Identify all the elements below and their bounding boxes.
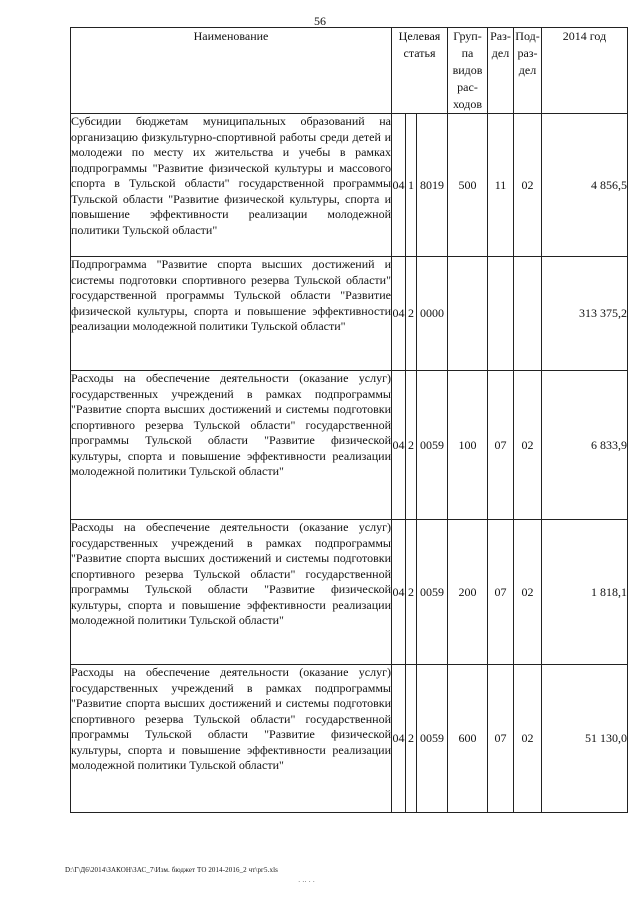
- row-subsection: 02: [514, 114, 542, 257]
- row-subsection: 02: [514, 520, 542, 665]
- row-group: 600: [448, 665, 488, 813]
- row-amount: 51 130,0: [542, 665, 628, 813]
- row-ts1: 04: [392, 520, 406, 665]
- row-ts3: 0059: [417, 371, 448, 520]
- row-section: 07: [488, 665, 514, 813]
- header-target-article: Целевая статья: [392, 28, 448, 114]
- row-ts3: 0059: [417, 520, 448, 665]
- row-ts1: 04: [392, 665, 406, 813]
- table-row: [71, 520, 628, 665]
- table-header-row: [71, 28, 628, 114]
- row-group: [448, 257, 488, 371]
- budget-table: [70, 27, 628, 813]
- row-name: Расходы на обеспечение деятельности (оказание услуг) государственных учреждений в рамках подпрограммы "Развитие спорта высших достижений и системы подготовки спортивного резерва Тульской области" государственной программы Тульской области "Развитие физической культуры, спорта и повышение эффективности реализации молодежной политики Тульской области": [71, 665, 392, 813]
- row-subsection: 02: [514, 665, 542, 813]
- header-name: Наименование: [71, 28, 392, 114]
- header-section: Раз-дел: [488, 28, 514, 114]
- row-ts2: 2: [406, 520, 417, 665]
- row-amount: 4 856,5: [542, 114, 628, 257]
- table-row: [71, 665, 628, 813]
- header-year: 2014 год: [542, 28, 628, 114]
- row-section: 07: [488, 520, 514, 665]
- row-ts1: 04: [392, 371, 406, 520]
- row-ts3: 8019: [417, 114, 448, 257]
- row-group: 100: [448, 371, 488, 520]
- row-section: 07: [488, 371, 514, 520]
- row-amount: 6 833,9: [542, 371, 628, 520]
- row-amount: 1 818,1: [542, 520, 628, 665]
- page-number: 56: [314, 14, 326, 28]
- row-amount: 313 375,2: [542, 257, 628, 371]
- row-ts3: 0000: [417, 257, 448, 371]
- row-name: Субсидии бюджетам муниципальных образований на организацию физкультурно-спортивной работы среди детей и молодежи по месту их жительства и учебы в рамках подпрограммы "Развитие физической культуры и массового спорта в Тульской области" государственной программы Тульской области "Развитие физической культуры, спорта и повышение эффективности реализации молодежной политики Тульской области": [71, 114, 392, 257]
- row-ts1: 04: [392, 114, 406, 257]
- row-section: 11: [488, 114, 514, 257]
- row-name: Подпрограмма "Развитие спорта высших достижений и системы подготовки спортивного резерва Тульской области" государственной программы Тульской области "Развитие физической культуры, спорта и повышение эффективности реализации молодежной политики Тульской области": [71, 257, 392, 371]
- row-subsection: 02: [514, 371, 542, 520]
- row-ts2: 1: [406, 114, 417, 257]
- table-row: [71, 114, 628, 257]
- row-ts2: 2: [406, 371, 417, 520]
- footer-mark: · ·· · ·: [298, 878, 315, 886]
- header-expense-group: Груп-па видов рас-ходов: [448, 28, 488, 114]
- row-group: 200: [448, 520, 488, 665]
- footer-file-path: D:\Г\Д6\2014\ЗАКОН\ЗАС_7\Изм. бюджет ТО 2014-2016_2 чт\рг5.xls: [65, 866, 278, 874]
- row-name: Расходы на обеспечение деятельности (оказание услуг) государственных учреждений в рамках подпрограммы "Развитие спорта высших достижений и системы подготовки спортивного резерва Тульской области" государственной программы Тульской области "Развитие физической культуры, спорта и повышение эффективности реализации молодежной политики Тульской области": [71, 371, 392, 520]
- row-ts3: 0059: [417, 665, 448, 813]
- row-subsection: [514, 257, 542, 371]
- row-section: [488, 257, 514, 371]
- row-ts2: 2: [406, 257, 417, 371]
- header-subsection: Под-раз-дел: [514, 28, 542, 114]
- row-name: Расходы на обеспечение деятельности (оказание услуг) государственных учреждений в рамках подпрограммы "Развитие спорта высших достижений и системы подготовки спортивного резерва Тульской области" государственной программы Тульской области "Развитие физической культуры, спорта и повышение эффективности реализации молодежной политики Тульской области": [71, 520, 392, 665]
- row-ts1: 04: [392, 257, 406, 371]
- table-row: [71, 257, 628, 371]
- table-row: [71, 371, 628, 520]
- row-ts2: 2: [406, 665, 417, 813]
- row-group: 500: [448, 114, 488, 257]
